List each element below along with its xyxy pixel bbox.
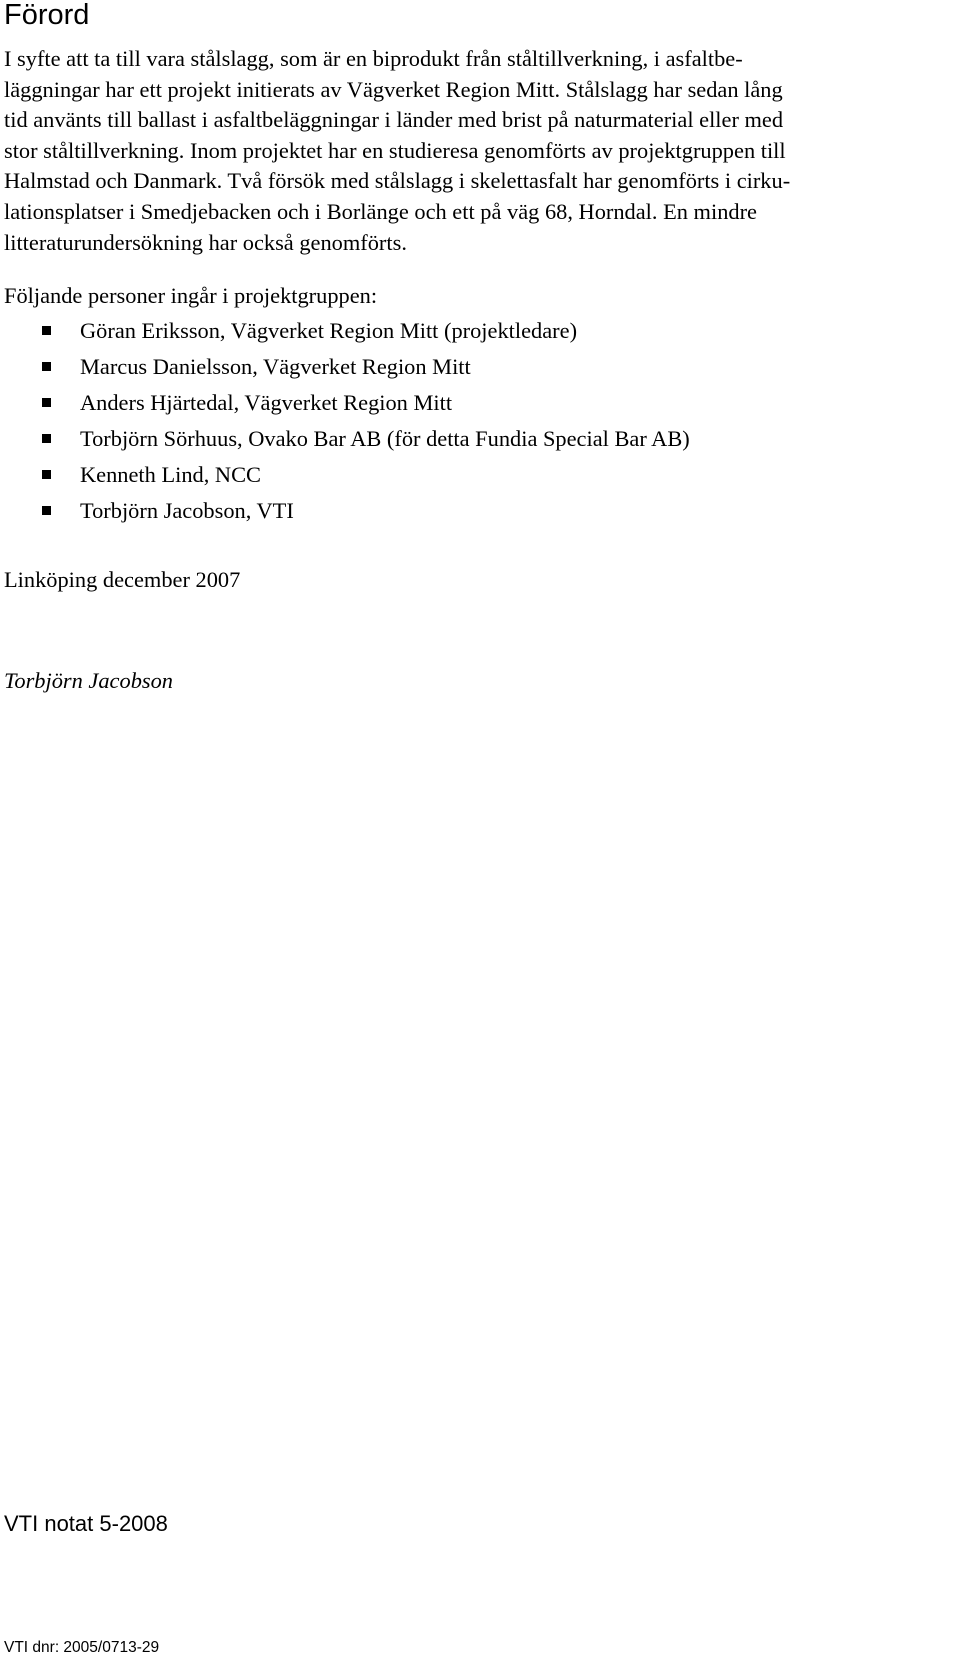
footer-registration-number: VTI dnr: 2005/0713-29 — [4, 1639, 160, 1656]
paragraph-line: tid använts till ballast i asfaltbeläggningar i länder med brist på naturmaterial eller med — [4, 107, 784, 133]
paragraph-line: lationsplatser i Smedjebacken och i Borlänge och ett på väg 68, Horndal. En mindre — [4, 198, 757, 224]
square-bullet-icon — [42, 470, 51, 479]
foreword-paragraph — [4, 44, 944, 258]
page-title: Förord — [4, 0, 90, 31]
paragraph-line: läggningar har ett projekt initierats av Vägverket Region Mitt. Stålslagg har sedan lång — [4, 76, 783, 102]
paragraph-line: litteraturundersökning har också genomförts. — [4, 229, 407, 255]
paragraph-line: Halmstad och Danmark. Två försök med stålslagg i skelettasfalt har genomförts i cirku- — [4, 168, 791, 194]
square-bullet-icon — [42, 362, 51, 371]
place-date: Linköping december 2007 — [4, 567, 241, 592]
square-bullet-icon — [42, 506, 51, 515]
member-name: Torbjörn Jacobson, VTI — [80, 498, 294, 523]
member-name: Torbjörn Sörhuus, Ovako Bar AB (för detta Fundia Special Bar AB) — [80, 426, 690, 451]
square-bullet-icon — [42, 326, 51, 335]
author-signature: Torbjörn Jacobson — [4, 668, 173, 693]
paragraph-line: I syfte att ta till vara stålslagg, som är en biprodukt från ståltillverkning, i asfaltbe- — [4, 46, 743, 71]
member-name: Kenneth Lind, NCC — [80, 462, 261, 487]
member-name: Marcus Danielsson, Vägverket Region Mitt — [80, 354, 471, 379]
square-bullet-icon — [42, 434, 51, 443]
footer-report-number: VTI notat 5-2008 — [4, 1511, 168, 1536]
members-intro: Följande personer ingår i projektgruppen: — [4, 283, 378, 308]
square-bullet-icon — [42, 398, 51, 407]
member-name: Göran Eriksson, Vägverket Region Mitt (projektledare) — [80, 318, 578, 343]
paragraph-line: stor ståltillverkning. Inom projektet har en studieresa genomförts av projektgruppen till — [4, 137, 786, 163]
member-name: Anders Hjärtedal, Vägverket Region Mitt — [80, 390, 453, 415]
